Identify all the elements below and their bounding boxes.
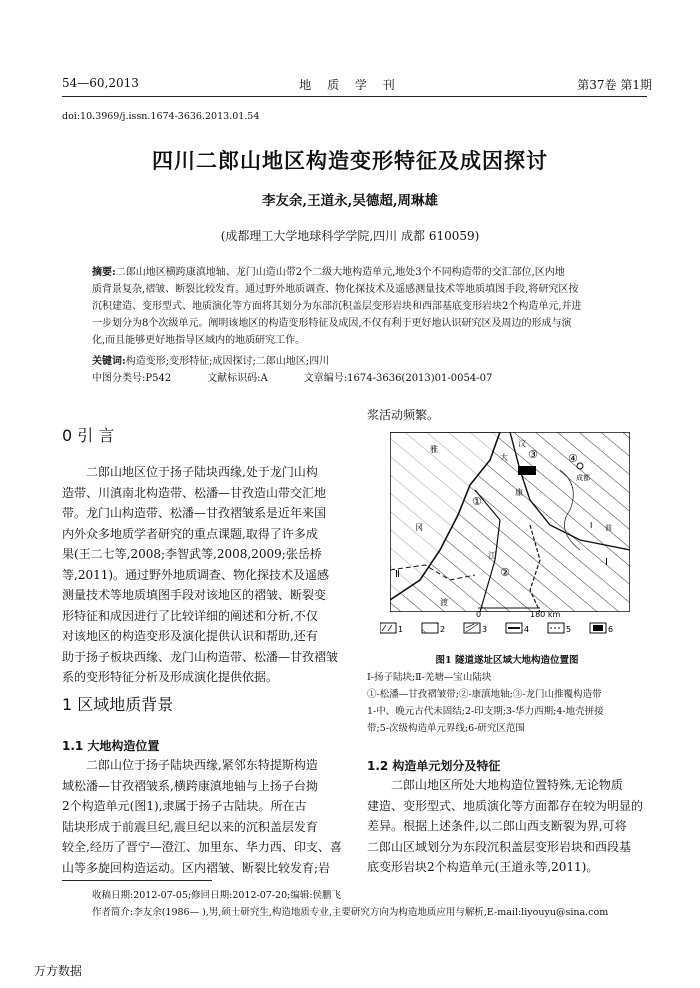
affiliation: (成都理工大学地球科学学院,四川 成都 610059) — [220, 229, 480, 243]
figure-legend — [380, 623, 613, 634]
watermark-text: 万方数据 — [34, 964, 83, 978]
body-line: 二郎山地区所处大地构造位置特殊,无论物质 — [391, 778, 623, 792]
keywords — [92, 352, 612, 367]
map-label: 渡 — [440, 598, 448, 607]
abstract-line: 一步划分为8个次级单元。阐明该地区的构造变形特征及成因,不仅有利于更好地认识研究区及周边的形成与演 — [92, 318, 572, 329]
map-label: ② — [500, 566, 510, 579]
body-line: 测量技术等地质填图手段对该地区的褶皱、断裂变 — [62, 588, 327, 602]
body-line: 建造、变形型式、地质演化等方面都存在较为明显的 — [367, 798, 644, 813]
map-label: ③ — [528, 448, 538, 461]
subsection-1-1-heading: 1.1 大地构造位置 — [62, 739, 160, 753]
classification-line — [92, 369, 632, 384]
study-area-marker — [518, 466, 536, 475]
footnote-author-bio: 作者简介:李友余(1986— ),男,硕士研究生,构造地质专业,主要研究方向为构造地质应用与解析,E-mail:liyouyu@sina.com — [92, 907, 609, 918]
body-line: 造带、川滇南北构造带、松潘—甘孜造山带交汇地 — [62, 485, 327, 500]
subsection-1-2-body — [367, 775, 650, 878]
header-pages-year: 54—60,2013 — [62, 76, 139, 90]
caption-title: 图1 隧道遂址区域大地构造位置图 — [435, 655, 579, 666]
map-label: 前 — [605, 524, 612, 532]
legend-label: 2 — [440, 625, 446, 634]
legend-label: 4 — [524, 625, 530, 634]
section-1-heading: 1 区域地质背景 — [62, 695, 174, 714]
map-label: 康 — [515, 488, 523, 497]
document-code: 文献标识码:A — [207, 373, 268, 384]
body-line: 二郎山位于扬子陆块西缘,紧邻东特提斯构造 — [86, 758, 318, 772]
legend-label: 3 — [482, 625, 488, 634]
subsection-1-1-body — [62, 755, 345, 878]
paper-title: 四川二郎山地区构造变形特征及成因探讨 — [152, 149, 548, 173]
map-label: Ⅱ — [395, 569, 400, 580]
footnote-dates: 收稿日期:2012-07-05;修回日期:2012-07-20;编辑:侯鹏飞 — [92, 890, 342, 901]
header-journal-name: 地 质 学 刊 — [299, 78, 401, 92]
legend-swatch-2 — [422, 623, 438, 633]
header-rule — [62, 96, 647, 97]
map-label: 成都 — [576, 474, 590, 482]
header-volume-issue: 第37卷 第1期 — [577, 78, 652, 92]
body-line: 系的变形特征分析及形成演化提供依据。 — [62, 670, 279, 684]
subsection-1-2-heading: 1.2 构造单元划分及特征 — [367, 759, 501, 773]
caption-line: ①-松潘—甘孜褶皱带;②-康滇地轴;③-龙门山推覆构造带 — [367, 689, 602, 700]
abstract — [92, 264, 612, 349]
article-number: 文章编号:1674-3636(2013)01-0054-07 — [303, 373, 493, 384]
body-line: 助于扬子板块西缘、龙门山构造带、松潘—甘孜褶皱 — [62, 649, 339, 664]
body-line: 二郎山区域划分为东段沉积盖层变形岩块和西段基 — [367, 839, 632, 854]
scale-label: 180 km — [530, 610, 561, 619]
map-label: ④ — [568, 452, 578, 465]
body-line: 底变形岩块2个构造单元(王道永等,2011)。 — [367, 860, 599, 874]
footnote-rule — [62, 880, 212, 881]
legend-label: 1 — [398, 625, 404, 634]
section-0-heading: 0 引 言 — [62, 426, 115, 445]
abstract-label: 摘要: — [92, 267, 116, 278]
legend-label: 6 — [608, 625, 614, 634]
body-line: 对该地区的构造变形及演化提供认识和帮助,还有 — [62, 629, 318, 643]
body-line: 果(王二七等,2008;李智武等,2008,2009;张岳桥 — [62, 547, 322, 561]
map-body — [390, 432, 630, 612]
body-line: 等,2011)。通过野外地质调查、物化探技术及遥感 — [62, 567, 330, 582]
body-line: 域松潘—甘孜褶皱系,横跨康滇地轴与上扬子台拗 — [62, 778, 318, 793]
body-line: 内外众多地质学者研究的重点课题,取得了许多成 — [62, 526, 318, 541]
body-line: 二郎山地区位于扬子陆块西缘,处于龙门山构 — [86, 465, 318, 479]
body-line: 陆块形成于前震旦纪,震旦纪以来的沉积盖层发育 — [62, 819, 318, 834]
body-line: 带。龙门山构造带、松潘—甘孜褶皱系是近年来国 — [62, 506, 327, 520]
keywords-label: 关键词: — [92, 356, 126, 367]
map-label: 雅 — [430, 445, 438, 454]
body-line: 山等多旋回构造运动。区内褶皱、断裂比较发育;岩 — [62, 860, 331, 875]
legend-swatch-1 — [380, 623, 396, 633]
map-label: 大 — [500, 453, 508, 462]
abstract-line: 二郎山地区横跨康滇地轴、龙门山造山带2个二级大地构造单元,地处3个不同构造带的交汇部位,区内地 — [115, 267, 565, 278]
map-label: 江 — [488, 551, 496, 560]
figure-1-caption — [367, 652, 647, 737]
legend-pattern — [593, 625, 603, 631]
map-label: 汶 — [518, 439, 526, 448]
clc-number: 中图分类号:P542 — [92, 373, 172, 384]
abstract-line: 化,而且能够更好地指导区域内的地质研究工作。 — [92, 335, 306, 346]
map-label: ① — [472, 495, 482, 508]
caption-line: Ⅰ-扬子陆块;Ⅱ-羌塘—宝山陆块 — [367, 672, 492, 683]
abstract-line: 沉积建造、变形型式、地质演化等方面将其划分为东部沉积盖层变形岩块和西部基底变形岩块2个构造单元,并进 — [92, 301, 582, 312]
map-label: Ⅰ — [605, 557, 608, 568]
map-label: 冈 — [415, 523, 423, 532]
keywords-text: 构造变形;变形特征;成因探讨;二郎山地区;四川 — [125, 356, 330, 367]
section-0-body — [62, 462, 345, 688]
caption-line: 带;5-次级构造单元界线;6-研究区范围 — [367, 723, 525, 734]
authors: 李友余,王道永,吴德超,周琳雄 — [261, 193, 439, 209]
abstract-line: 质背景复杂,褶皱、断裂比较发育。通过野外地质调查、物化探技术及遥感测量技术等地质填图手段,将研究区按 — [92, 284, 579, 295]
map-label: Ⅰ — [590, 521, 593, 530]
caption-line: 1-中、晚元古代未固结;2-印支期;3-华力西期;4-地壳拼接 — [367, 706, 604, 717]
body-line: 2个构造单元(图1),隶属于扬子古陆块。所在古 — [62, 799, 307, 813]
right-column-continuation: 浆活动频繁。 — [367, 408, 440, 422]
figure-1-map — [380, 430, 640, 646]
body-line: 差异。根据上述条件,以二郎山西支断裂为界,可将 — [367, 819, 627, 833]
body-line: 形特征和成因进行了比较详细的阐述和分析,不仅 — [62, 608, 318, 623]
doi: doi:10.3969/j.issn.1674-3636.2013.01.54 — [62, 111, 260, 122]
body-line: 较全,经历了晋宁—澄江、加里东、华力西、印支、喜 — [62, 840, 342, 854]
legend-label: 5 — [566, 625, 572, 634]
scale-zero: 0 — [476, 610, 482, 619]
